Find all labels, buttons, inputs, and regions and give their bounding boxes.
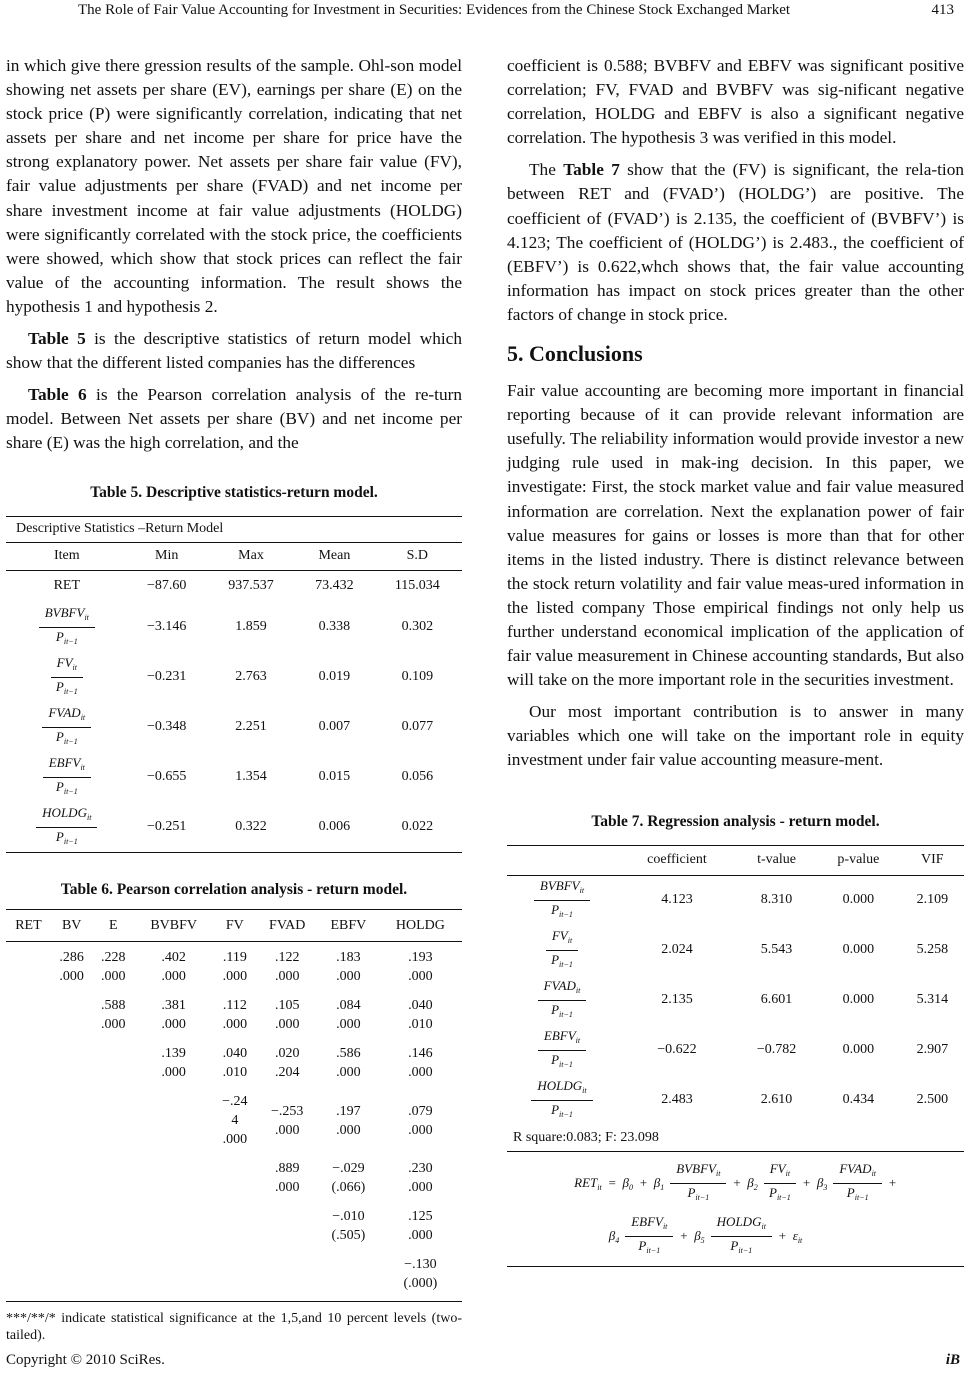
table6-cell: .146 .000 — [408, 1046, 433, 1080]
table6-cell — [256, 1249, 318, 1297]
table6-cell: −.130 (.000) — [403, 1257, 438, 1291]
subscript: it — [86, 812, 92, 822]
ratio-fraction: $\frac{FVAD_{it}}{P_{it-1}}$ — [538, 977, 587, 1024]
table5-row — [6, 802, 462, 852]
pvalue-cell: 0.000 — [842, 892, 875, 908]
vif-cell: 2.109 — [916, 892, 949, 908]
table6-cell: −.24 4 .000 — [222, 1094, 248, 1147]
vif-cell: 2.907 — [916, 1042, 949, 1058]
pvalue-cell: 0.000 — [842, 1042, 875, 1058]
table6-ref: Table 6 — [28, 385, 87, 405]
paragraph-table7-text: show that the (FV) is significant, the rela-tion between RET and (FVAD’) (HOLDG’) are positive. The coefficient of (FVAD’) is 2.135, the coefficient of (BVBFV’) is 4.123; The coefficient of (HOLDG’) is 2.483., the coefficient of (EBFV’) is 0.622,whch shows that, the fair value accounting information has impact on stock prices greater than the other factors of change in stock price. — [507, 160, 965, 324]
eq-epsilon: $\varepsilon_{it}$ — [792, 1227, 803, 1245]
ratio-fraction: $\frac{HOLDG_{it}}{P_{it-1}}$ — [531, 1077, 592, 1124]
ratio-fraction — [51, 654, 83, 701]
table5 — [6, 516, 462, 853]
table7-header: VIF — [921, 852, 944, 868]
eq-frac-fv: $\frac{FV_{it}}{P_{it-1}}$ — [764, 1160, 796, 1207]
table6-header: FVAD — [269, 917, 306, 933]
table7-row — [507, 975, 964, 1025]
subscript: it — [80, 762, 85, 772]
table6-row — [6, 1201, 462, 1249]
eq-beta1: $\beta_1$ — [653, 1174, 665, 1192]
tvalue-cell: 5.543 — [760, 942, 793, 958]
max-cell: 1.354 — [235, 769, 267, 784]
paragraph-1: in which give there gression results of the sample. Ohl-son model showing net assets per share (EV), earnings per share (E) on the stock price (P) were significantly correlation, indicating that net assets per share and net income per share for price have the strong explanatory power. Net assets per share fair value (FV), fair value adjustments per share (FVAD) and net income per share investment income at fair value adjustments (HOLDG) were significantly correlated with the stock price, the coefficients were showed, which show that stock prices can reflect the fair value of the accounting information. The result shows the hypothesis 1 and hypothesis 2. — [6, 56, 462, 316]
min-cell: −0.251 — [147, 819, 187, 834]
epsilon-symbol: ε — [792, 1227, 798, 1243]
eq-den: P — [638, 1237, 647, 1253]
coef-cell: 2.483 — [661, 1092, 693, 1108]
table6-cell: .193 .000 — [408, 950, 433, 984]
row-label: RET — [53, 578, 81, 594]
table6-cell — [256, 1201, 318, 1249]
table6-cell: −.010 (.505) — [331, 1209, 366, 1243]
table6-header: FV — [225, 917, 244, 933]
paragraph-table7 — [507, 158, 964, 327]
table7-row — [507, 1025, 964, 1075]
ratio-denominator: P — [55, 678, 64, 694]
table6-cell — [6, 990, 51, 1038]
table6-cell — [134, 1153, 213, 1201]
paragraph-conclusions: Fair value accounting are becoming more important in financial reporting because of it can provide relevant information are usefully. The reliability information would provide investor a new judging rule used in mak-ing decision. In this paper, we investigate: First, the stock market value and fair value measured information are correlation. Next the explanation power of fair value measures for gains or losses is more than that for other items in the listed industry. There is distinct relevance between the stock return volatility and fair value meas-ured information in the listed company Those empirical findings not only help us further understand economical implication of the application of fair value measurement in Chinese accounting standards, But also will take on the more important role in the securities investment. — [507, 381, 964, 690]
item-cell — [507, 1025, 617, 1075]
table6-cell: .020 .204 — [274, 1046, 300, 1080]
table7-header: p-value — [837, 852, 880, 868]
table6-header: E — [108, 917, 118, 933]
mean-cell: 0.019 — [318, 669, 351, 684]
table6-cell — [6, 1086, 51, 1153]
table6-cell — [6, 1249, 51, 1297]
table5-row — [6, 752, 462, 802]
paragraph-table5-text: is the descriptive statistics of return model which show that the different listed companies has the differences — [6, 329, 462, 373]
table6-cell — [6, 1201, 51, 1249]
table6-note: ***/**/* indicate statistical significance at the 1,5,and 10 percent levels (two-tailed). — [6, 1311, 462, 1343]
table6-caption: Table 6. Pearson correlation analysis - return model. — [60, 881, 408, 898]
tvalue-cell: −0.782 — [756, 1042, 797, 1058]
ratio-numerator: FVAD — [48, 704, 81, 720]
table6-cell: .588 .000 — [101, 998, 126, 1032]
tvalue-cell: 8.310 — [760, 892, 793, 908]
beta-symbol: β — [622, 1174, 630, 1190]
subscript: it−1 — [63, 636, 78, 646]
coef-cell: −0.622 — [657, 1042, 697, 1058]
mean-cell: 0.006 — [318, 819, 351, 834]
coef-cell: 2.135 — [661, 992, 693, 1008]
table6-cell — [213, 1201, 256, 1249]
table6-cell: −.029 (.066) — [331, 1161, 366, 1195]
table6-cell: .084 .000 — [336, 998, 361, 1032]
table6-cell — [92, 1038, 134, 1086]
max-cell: 937.537 — [228, 578, 274, 594]
running-title: The Role of Fair Value Accounting for Investment in Securities: Evidences from the Chinese Stock Exchanged Market — [78, 2, 791, 18]
coef-cell: 4.123 — [661, 892, 693, 908]
eq-num: FVAD — [839, 1160, 872, 1176]
beta-symbol: β — [608, 1227, 616, 1243]
table6-cell — [134, 1086, 213, 1153]
ratio-fraction — [39, 604, 95, 651]
sd-cell: 0.109 — [401, 669, 434, 684]
max-cell: 2.251 — [235, 719, 267, 734]
paragraph-correlation: coefficient is 0.588; BVBFV and EBFV was significant positive correlation; FV, FVAD and BVBFV was sig-nificant negative correlation, HOLDG and EBFV is also a significant negative correlation. The hypothesis 3 was verified in this model. — [507, 56, 964, 148]
vif-cell: 5.258 — [916, 942, 949, 958]
table7-ref: Table 7 — [563, 160, 620, 180]
table6-cell: .889 .000 — [274, 1161, 300, 1195]
item-cell — [6, 752, 128, 802]
table5-header: Mean — [318, 548, 351, 563]
table6-cell: .586 .000 — [336, 1046, 361, 1080]
table6-cell: .040 .010 — [408, 998, 433, 1032]
beta-symbol: β — [653, 1174, 661, 1190]
paragraph-table6-text: is the Pearson correlation analysis of the re-turn model. Between Net assets per share (BV) and net income per share (E) was the high correlation, and the — [6, 385, 462, 453]
min-cell: −3.146 — [147, 619, 187, 634]
table6-header: EBFV — [330, 917, 367, 933]
ratio-fraction: $\frac{EBFV_{it}}{P_{it-1}}$ — [538, 1027, 586, 1074]
mean-cell: 73.432 — [315, 578, 354, 594]
beta-symbol: β — [816, 1174, 824, 1190]
table7-header — [507, 845, 617, 875]
sd-cell: 0.022 — [401, 819, 434, 834]
table5-header: Min — [155, 548, 179, 563]
ratio-numerator: BVBFV — [539, 877, 580, 893]
eq-frac-holdg: $\frac{HOLDG_{it}}{P_{it-1}}$ — [711, 1213, 772, 1260]
table6-cell: .079 .000 — [408, 1103, 433, 1138]
table6-cell: .040 .010 — [222, 1046, 248, 1080]
ratio-denominator: P — [55, 778, 64, 794]
eq-beta0: $\beta_0$ — [622, 1174, 634, 1192]
eq-beta5: $\beta_5$ — [694, 1227, 705, 1245]
subscript: it−1 — [63, 786, 78, 796]
eq-num: BVBFV — [676, 1160, 716, 1176]
table6-row — [6, 1153, 462, 1201]
ratio-denominator: P — [551, 1001, 560, 1017]
table7-header: coefficient — [647, 852, 707, 868]
ratio-numerator: EBFV — [48, 754, 81, 770]
item-cell — [507, 1075, 617, 1125]
eq-den: P — [687, 1184, 696, 1200]
ratio-denominator: P — [55, 628, 64, 644]
table5-row — [6, 652, 462, 702]
table6-cell — [92, 1249, 134, 1297]
item-cell — [6, 802, 128, 852]
table6-cell: .402 .000 — [161, 950, 186, 984]
section-heading: 5. Conclusions — [507, 341, 643, 367]
copyright: Copyright © 2010 SciRes. — [6, 1352, 165, 1368]
table6-cell — [51, 1153, 93, 1201]
min-cell: −0.348 — [147, 719, 187, 734]
eq-frac-fvad: $\frac{FVAD_{it}}{P_{it-1}}$ — [833, 1160, 882, 1207]
page-header — [0, 0, 968, 28]
subscript: it — [72, 662, 77, 672]
mean-cell: 0.007 — [318, 719, 351, 734]
eq-equals: = — [607, 1175, 617, 1191]
min-cell: −0.655 — [147, 769, 187, 784]
beta-symbol: β — [694, 1227, 701, 1243]
pvalue-cell: 0.000 — [842, 992, 875, 1008]
table6-header: RET — [15, 917, 42, 933]
table7 — [507, 845, 964, 1152]
eq-den: P — [730, 1237, 739, 1253]
table6-cell: .381 .000 — [161, 998, 186, 1032]
table6-row — [6, 1249, 462, 1297]
table5-row — [6, 602, 462, 652]
pvalue-cell: 0.434 — [842, 1092, 875, 1108]
eq-lhs: $RET_{it}$ — [574, 1174, 602, 1192]
ratio-numerator: HOLDG — [537, 1077, 583, 1093]
table7-header: t-value — [757, 852, 796, 868]
table6-row — [6, 990, 462, 1038]
page-number: 413 — [931, 2, 954, 18]
eq-frac-bvbfv: $\frac{BVBFV_{it}}{P_{it-1}}$ — [670, 1160, 726, 1207]
table6-cell — [6, 1038, 51, 1086]
min-cell: −87.60 — [147, 578, 187, 594]
table5-caption: Table 5. Descriptive statistics-return model. — [90, 483, 378, 501]
table6-cell: .125 .000 — [408, 1209, 433, 1243]
paragraph-table6 — [6, 383, 462, 455]
eq-frac-ebfv: $\frac{EBFV_{it}}{P_{it-1}}$ — [625, 1213, 673, 1260]
table6-cell: .122 .000 — [274, 950, 300, 984]
subscript: it−1 — [63, 836, 78, 846]
mean-cell: 0.338 — [318, 619, 351, 634]
table6-row — [6, 942, 462, 991]
eq-den: P — [768, 1184, 777, 1200]
min-cell: −0.231 — [147, 669, 187, 684]
ratio-fraction: $\frac{FV_{it}}{P_{it-1}}$ — [546, 927, 578, 974]
pvalue-cell: 0.000 — [842, 942, 875, 958]
eq-beta4: $\beta_4$ — [608, 1227, 620, 1245]
table6-cell — [51, 1249, 93, 1297]
vif-cell: 2.500 — [916, 1092, 949, 1108]
ratio-denominator: P — [551, 901, 560, 917]
table6-cell: .119 .000 — [222, 950, 248, 984]
ratio-fraction — [43, 754, 91, 801]
ratio-numerator: FV — [56, 654, 73, 670]
ratio-numerator: FVAD — [543, 977, 576, 993]
table6-cell — [51, 1086, 93, 1153]
table6-header: BV — [61, 917, 82, 933]
p-prefix: The — [529, 160, 564, 180]
table6 — [6, 909, 462, 1297]
table5-group-title: Descriptive Statistics –Return Model — [16, 521, 224, 536]
ratio-denominator: P — [55, 728, 64, 744]
left-column — [6, 54, 462, 1344]
regression-equation: $RET_{it}$ = $\beta_0$ + $\beta_1$ $\frac{BVBFV_{it}}{P_{it-1}}$ + $\beta_2$ $\frac{FV_{it}}{P_{it-1}}$ + $\beta_3$ $\frac{FVAD_{it}}{P_{it-1}}$ + $\beta_4$ $\frac{EBFV_{it}}{P_{it-1}}$ + $\beta_5$ $\frac{HOLDG_{it}}{P_{it-1}}$ + $\varepsilon_{it}$ — [507, 1152, 964, 1267]
table5-row — [6, 702, 462, 752]
table6-header: HOLDG — [395, 917, 445, 933]
table5-header: Max — [238, 548, 264, 563]
item-cell — [507, 925, 617, 975]
ratio-fraction — [42, 704, 91, 751]
table7-row — [507, 925, 964, 975]
table7-caption: Table 7. Regression analysis - return model. — [591, 812, 880, 830]
ratio-numerator: FV — [551, 927, 568, 943]
table6-cell: .197 .000 — [336, 1103, 361, 1138]
tvalue-cell: 6.601 — [760, 992, 793, 1008]
table6-cell — [92, 1153, 134, 1201]
table6-cell: .105 .000 — [274, 998, 300, 1032]
vif-cell: 5.314 — [916, 992, 949, 1008]
ratio-fraction: $\frac{BVBFV_{it}}{P_{it-1}}$ — [534, 877, 590, 924]
table6-cell: .230 .000 — [408, 1161, 433, 1195]
table6-cell — [134, 1249, 213, 1297]
table6-cell — [51, 990, 93, 1038]
max-cell: 0.322 — [235, 819, 267, 834]
max-cell: 1.859 — [235, 619, 267, 634]
table6-cell: −.253 .000 — [271, 1103, 304, 1138]
subscript: it — [84, 612, 89, 622]
ratio-numerator: BVBFV — [44, 604, 85, 620]
ratio-denominator: P — [55, 828, 64, 844]
table6-cell: .183 .000 — [336, 950, 361, 984]
table6-cell — [92, 1086, 134, 1153]
paragraph-table5 — [6, 327, 462, 375]
table6-cell: .112 .000 — [222, 998, 248, 1032]
beta-symbol: β — [747, 1174, 754, 1190]
right-column — [507, 54, 964, 1267]
item-cell — [507, 975, 617, 1025]
item-cell — [507, 875, 617, 925]
table5-row — [6, 570, 462, 602]
subscript: it−1 — [63, 736, 78, 746]
ratio-fraction — [36, 804, 97, 851]
ratio-numerator: HOLDG — [42, 804, 87, 820]
table6-row — [6, 1086, 462, 1153]
table6-cell — [134, 1201, 213, 1249]
table7-row — [507, 1075, 964, 1125]
sd-cell: 115.034 — [394, 578, 440, 594]
table6-cell — [51, 1038, 93, 1086]
table6-cell — [92, 1201, 134, 1249]
eq-beta3: $\beta_3$ — [816, 1174, 828, 1192]
table6-header: BVBFV — [150, 917, 197, 933]
mean-cell: 0.015 — [318, 769, 351, 784]
table5-header: S.D — [406, 548, 429, 563]
table6-cell — [6, 942, 51, 991]
sd-cell: 0.056 — [401, 769, 434, 784]
table7-row — [507, 875, 964, 925]
eq-beta2: $\beta_2$ — [747, 1174, 758, 1192]
table6-cell — [213, 1153, 256, 1201]
table5-header: Item — [53, 548, 80, 563]
table6-cell: .286 .000 — [59, 950, 84, 984]
ratio-denominator: P — [551, 951, 560, 967]
table5-ref: Table 5 — [28, 329, 86, 349]
subscript: it−1 — [63, 686, 78, 696]
table6-cell — [6, 1153, 51, 1201]
paragraph-contribution: Our most important contribution is to answer in many variables which one will take on the important role in equity investment under fair value accounting measure-ment. — [507, 702, 964, 770]
item-cell — [6, 652, 128, 702]
ratio-denominator: P — [551, 1051, 560, 1067]
eq-lhs-text: RET — [574, 1174, 598, 1190]
eq-num: EBFV — [631, 1213, 663, 1229]
table6-row — [6, 1038, 462, 1086]
table6-cell — [51, 1201, 93, 1249]
ratio-numerator: EBFV — [543, 1027, 576, 1043]
max-cell: 2.763 — [235, 669, 267, 684]
sd-cell: 0.302 — [401, 619, 434, 634]
eq-den: P — [846, 1184, 855, 1200]
coef-cell: 2.024 — [661, 942, 693, 958]
sd-cell: 0.077 — [401, 719, 434, 734]
item-cell — [6, 602, 128, 652]
journal-abbrev: iB — [945, 1352, 960, 1368]
eq-num: HOLDG — [716, 1213, 762, 1229]
table6-cell: .228 .000 — [101, 950, 126, 984]
subscript: it — [80, 712, 86, 722]
table6-cell — [213, 1249, 256, 1297]
ratio-denominator: P — [551, 1101, 560, 1117]
item-cell — [6, 570, 128, 602]
eq-num: FV — [769, 1160, 786, 1176]
table6-cell — [318, 1249, 379, 1297]
table7-rsquare: R square:0.083; F: 23.098 — [513, 1129, 659, 1145]
table6-cell: .139 .000 — [161, 1046, 186, 1080]
tvalue-cell: 2.610 — [760, 1092, 793, 1108]
item-cell — [6, 702, 128, 752]
